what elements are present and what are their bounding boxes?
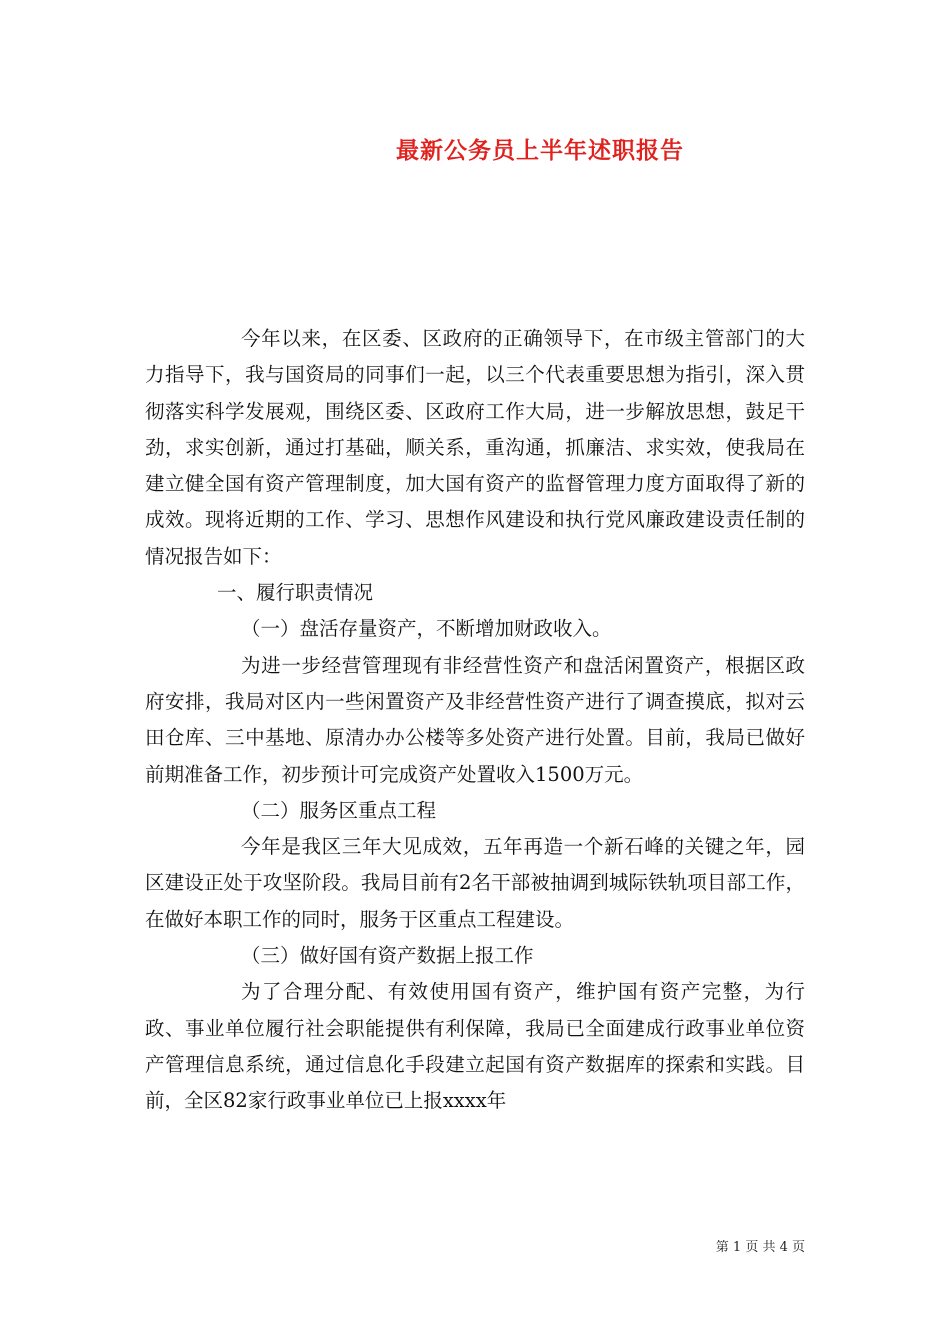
subsection-heading-2: （二）服务区重点工程 <box>241 798 437 822</box>
page-footer: 第 1 页 共 4 页 <box>715 1240 805 1255</box>
paragraph-3: 为了合理分配、有效使用国有资产，维护国有资产完整，为行政、事业单位履行社会职能提供有利保障，我局已全面建成行政事业单位资产管理信息系统，通过信息化手段建立起国有资产数据库的探索和实践。目前，全区82家行政事业单位已上报xxxx年 <box>145 980 805 1113</box>
paragraph-intro: 今年以来，在区委、区政府的正确领导下，在市级主管部门的大力指导下，我与国资局的同事们一起，以三个代表重要思想为指引，深入贯彻落实科学发展观，围绕区委、区政府工作大局，进一步解放思想，鼓足干劲，求实创新，通过打基础，顺关系，重沟通，抓廉洁、求实效，使我局在建立健全国有资产管理制度，加大国有资产的监督管理力度方面取得了新的成效。现将近期的工作、学习、思想作风建设和执行党风廉政建设责任制的情况报告如下： <box>145 327 805 568</box>
subsection-heading-1: （一）盘活存量资产，不断增加财政收入。 <box>241 617 612 641</box>
subsection-heading-3: （三）做好国有资产数据上报工作 <box>241 944 534 968</box>
section-heading: 一、履行职责情况 <box>217 581 374 605</box>
paragraph-1: 为进一步经营管理现有非经营性资产和盘活闲置资产，根据区政府安排，我局对区内一些闲置资产及非经营性资产进行了调查摸底，拟对云田仓库、三中基地、原清办办公楼等多处资产进行处置。目前，我局已做好前期准备工作，初步预计可完成资产处置收入1500万元。 <box>145 653 805 786</box>
document-title: 最新公务员上半年述职报告 <box>396 137 684 164</box>
paragraph-2: 今年是我区三年大见成效，五年再造一个新石峰的关键之年，园区建设正处于攻坚阶段。我局目前有2名干部被抽调到城际铁轨项目部工作，在做好本职工作的同时，服务于区重点工程建设。 <box>145 835 805 931</box>
document-body <box>145 321 805 1120</box>
